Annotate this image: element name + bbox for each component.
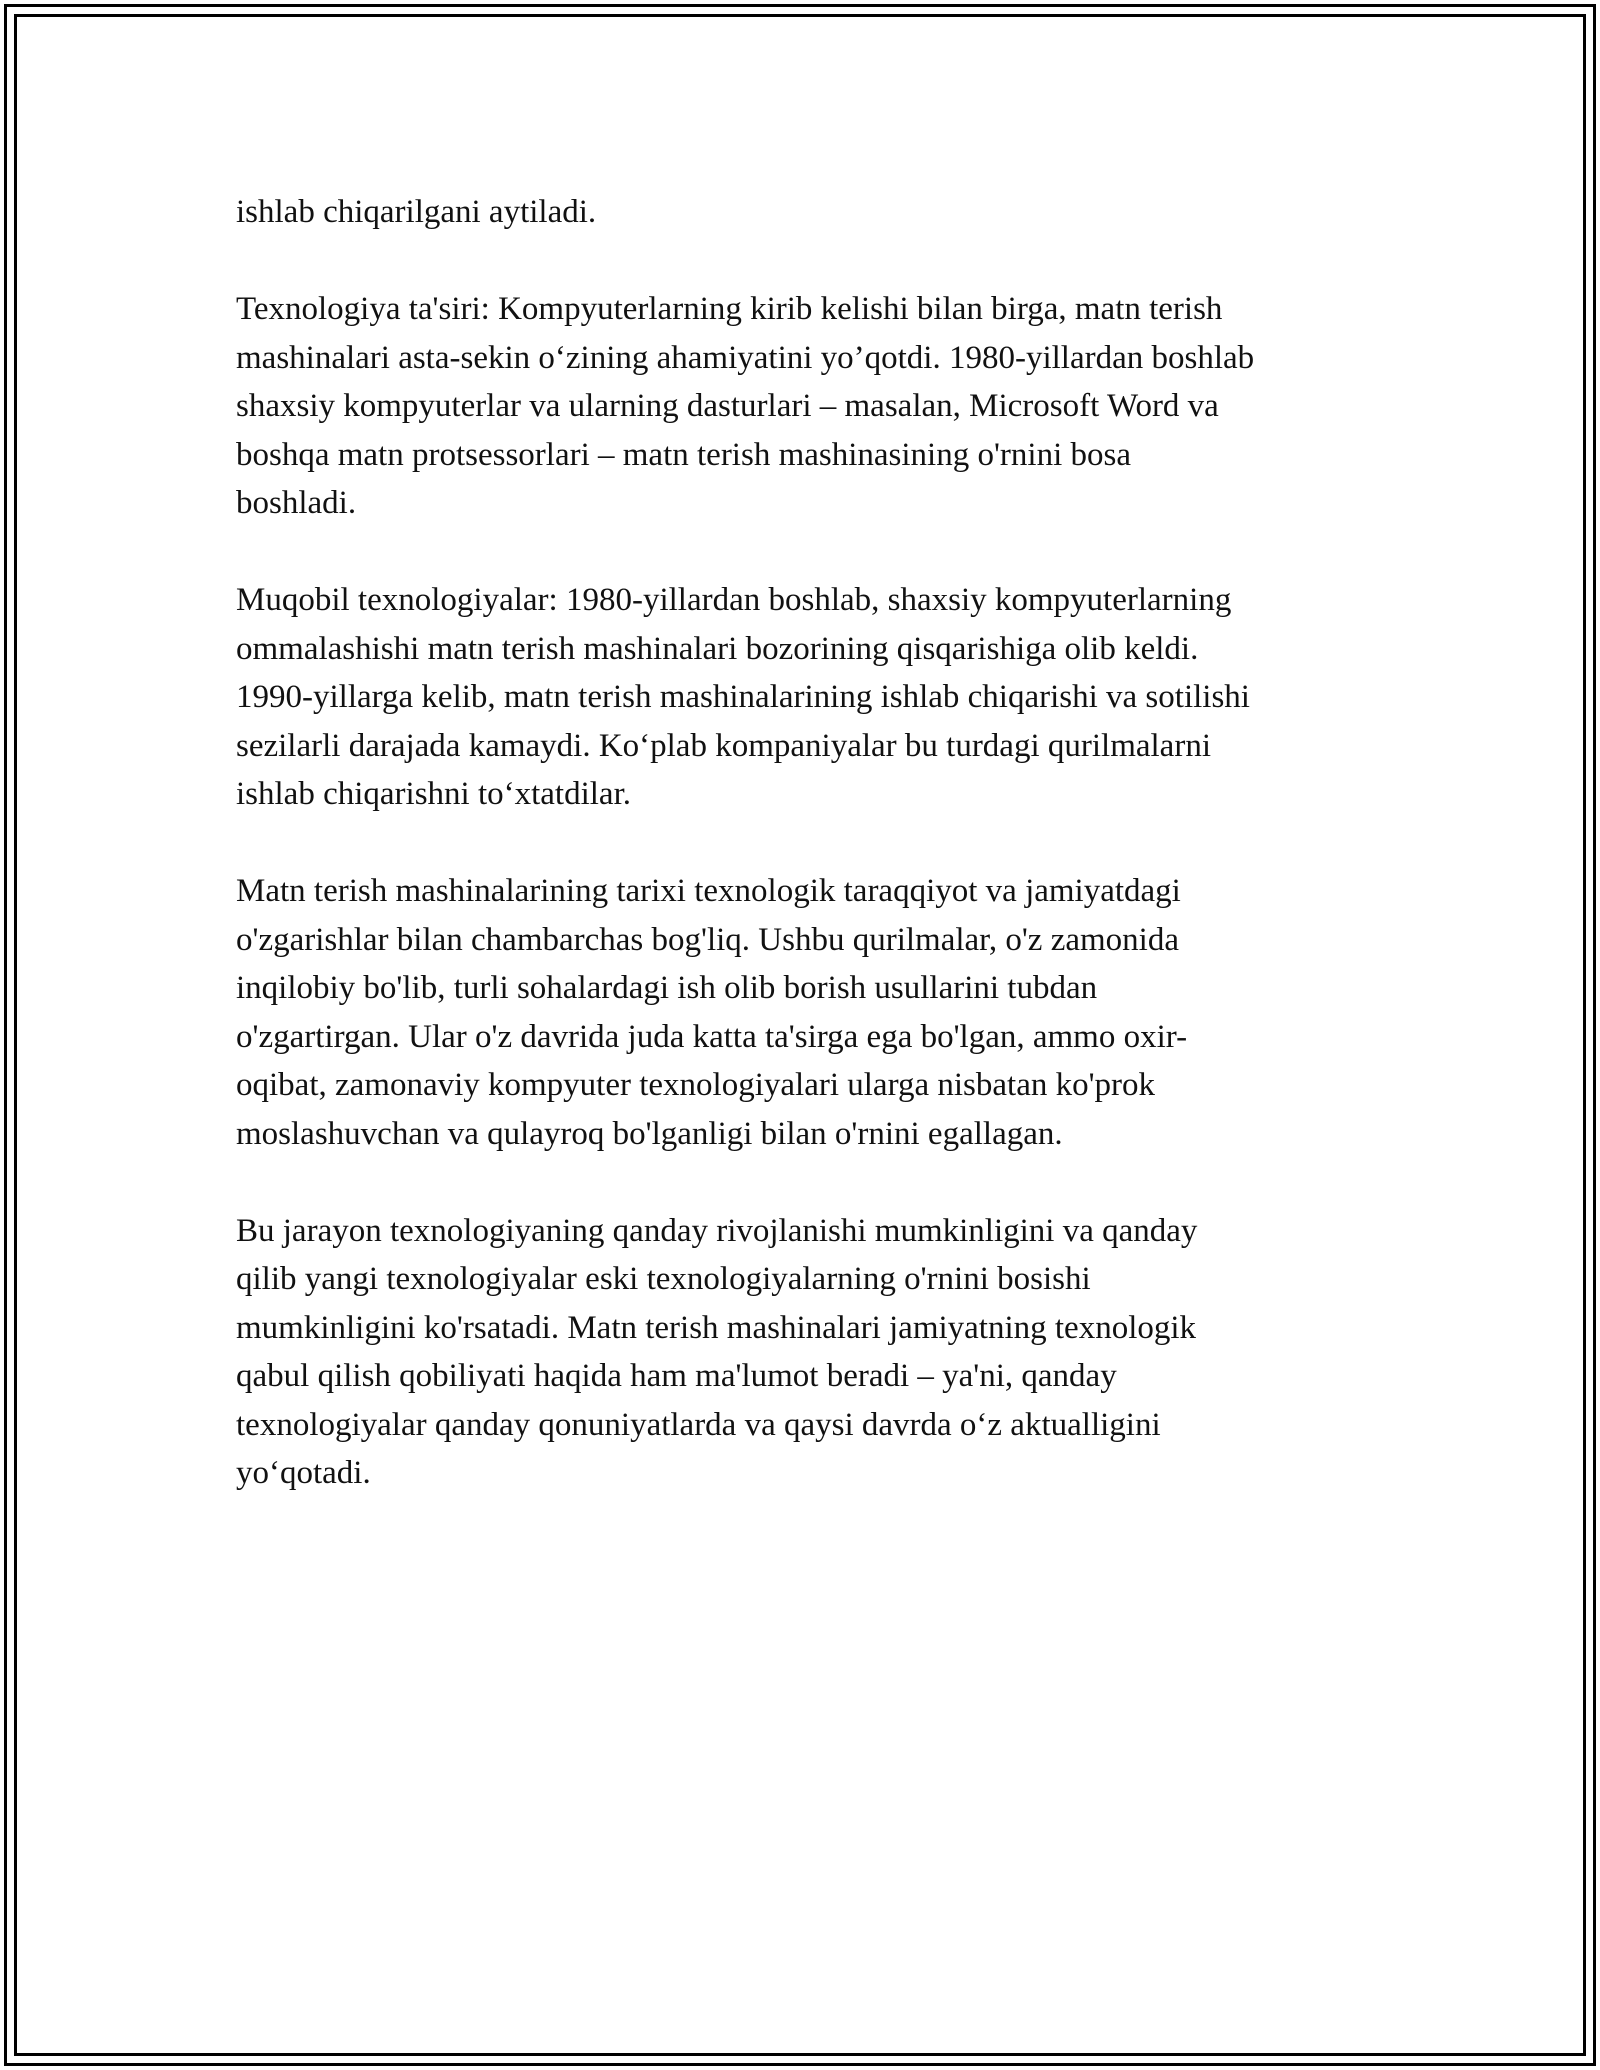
paragraph-technology-impact: Texnologiya ta'siri: Kompyuterlarning kirib kelishi bilan birga, matn terish mashinalari asta-sekin o‘zining ahamiyatini yo’qotdi. 1980-yillardan boshlab shaxsiy kompyuterlar va ularning dasturlari – masalan, Microsoft Word va boshqa matn protsessorlari – matn terish mashinasining o'rnini bosa boshladi. xyxy=(236,291,1255,521)
paragraph-alternative-technologies: Muqobil texnologiyalar: 1980-yillardan boshlab, shaxsiy kompyuterlarning ommalashishi matn terish mashinalari bozorining qisqarishiga olib keldi. 1990-yillarga kelib, matn terish mashinalarining ishlab chiqarishi va sotilishi sezilarli darajada kamaydi. Ko‘plab kompaniyalar bu turdagi qurilmalarni ishlab chiqarishni to‘xtatdilar. xyxy=(236,582,1250,812)
paragraph-conclusion: Bu jarayon texnologiyaning qanday rivojlanishi mumkinligini va qanday qilib yangi texnologiyalar eski texnologiyalarning o'rnini bosishi mumkinligini ko'rsatadi. Matn terish mashinalari jamiyatning texnologik qabul qilish qobiliyati haqida ham ma'lumot beradi – ya'ni, qanday texnologiyalar qanday qonuniyatlarda va qaysi davrda o‘z aktualligini yo‘qotadi. xyxy=(236,1212,1198,1491)
paragraph-typewriter-history: Matn terish mashinalarining tarixi texnologik taraqqiyot va jamiyatdagi o'zgarishlar bilan chambarchas bog'liq. Ushbu qurilmalar, o'z zamonida inqilobiy bo'lib, turli sohalardagi ish olib borish usullarini tubdan o'zgartirgan. Ular o'z davrida juda katta ta'sirga ega bo'lgan, ammo oxir- oqibat, zamonaviy kompyuter texnologiyalari ularga nisbatan ko'prok moslashuvchan va qulayroq bo'lganligi bilan o'rnini egallagan. xyxy=(236,873,1188,1152)
document-body xyxy=(236,188,1376,1546)
paragraph-continuation: ishlab chiqarilgani aytiladi. xyxy=(236,194,597,230)
